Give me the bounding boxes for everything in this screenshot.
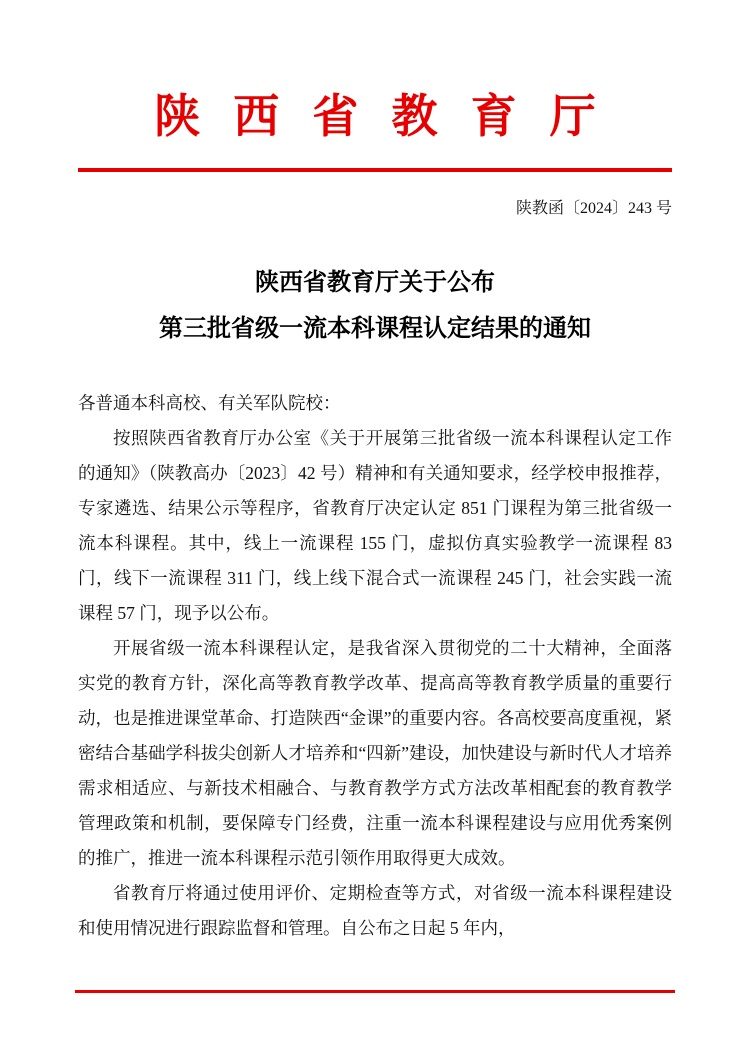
body-paragraph-2: 开展省级一流本科课程认定，是我省深入贯彻党的二十大精神，全面落实党的教育方针，深化高等教育教学改革、提高高等教育教学质量的重要行动，也是推进课堂革命、打造陕西“金课”的重要内容。各高校要高度重视，紧密结合基础学科拔尖创新人才培养和“四新”建设，加快建设与新时代人才培养需求相适应、与新技术相融合、与教育教学方式方法改革相配套的教育教学管理政策和机制，要保障专门经费，注重一流本科课程建设与应用优秀案例的推广，推进一流本科课程示范引领作用取得更大成效。 [78,638,672,868]
document-title-line-1: 陕西省教育厅关于公布 [255,270,495,296]
salutation: 各普通本科高校、有关军队院校： [78,393,341,413]
document-body [78,386,672,946]
body-paragraph-3: 省教育厅将通过使用评价、定期检查等方式，对省级一流本科课程建设和使用情况进行跟踪监督和管理。自公布之日起 5 年内， [78,883,672,938]
document-title [78,260,672,352]
document-title-line-2: 第三批省级一流本科课程认定结果的通知 [159,316,591,342]
agency-name: 陕西省教育厅 [154,91,629,142]
body-paragraph-1: 按照陕西省教育厅办公室《关于开展第三批省级一流本科课程认定工作的通知》（陕教高办〔2023〕42 号）精神和有关通知要求，经学校申报推荐，专家遴选、结果公示等程序，省教育厅决定认定 851 门课程为第三批省级一流本科课程。其中，线上一流课程 155 门，虚拟仿真实验教学一流课程 83 门，线下一流课程 311 门，线上线下混合式一流课程 245 门，社会实践一流课程 57 门，现予以公布。 [78,428,672,623]
document-number: 陕教函〔2024〕243 号 [515,200,672,217]
document-header [78,88,672,220]
header-divider-line [78,168,672,172]
footer-divider-line [75,990,675,993]
